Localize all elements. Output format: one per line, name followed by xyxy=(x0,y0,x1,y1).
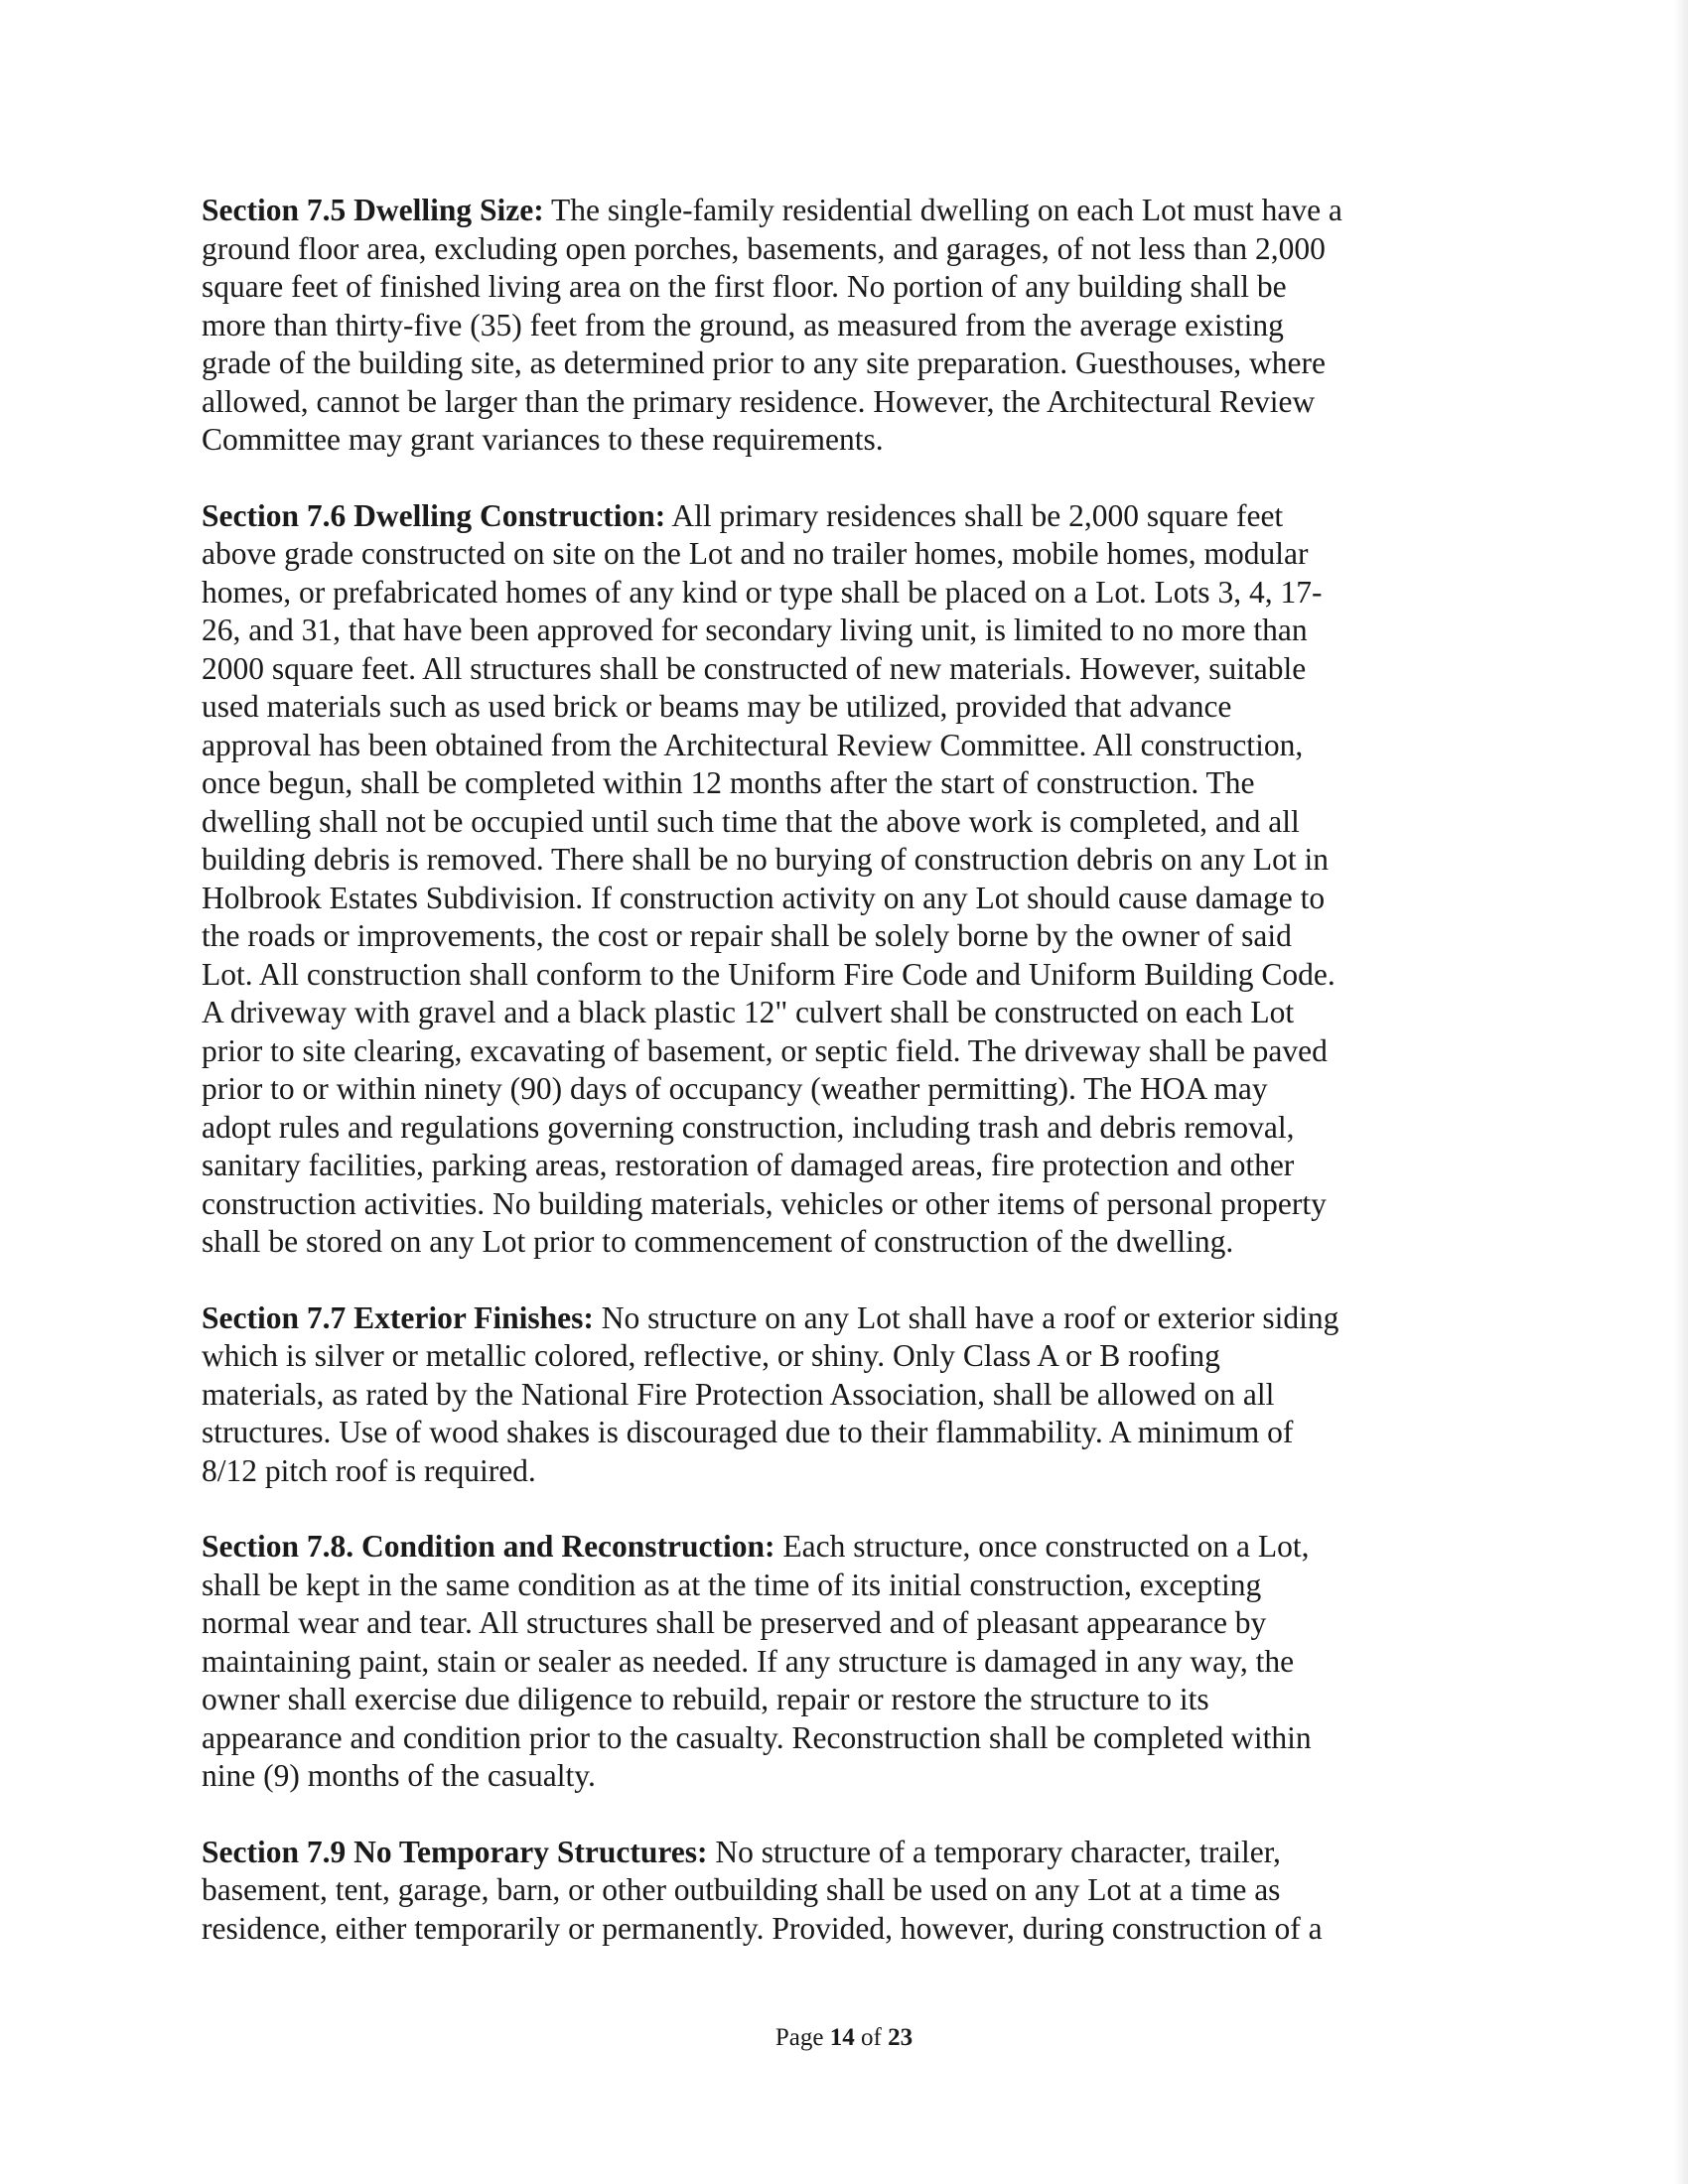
text-line: 2000 square feet. All structures shall be constructed of new materials. However, suitable xyxy=(202,650,1307,686)
text-line: basement, tent, garage, barn, or other outbuilding shall be used on any Lot at a time as xyxy=(202,1872,1281,1907)
text-line: prior to site clearing, excavating of basement, or septic field. The driveway shall be paved xyxy=(202,1032,1328,1068)
page-number: 14 xyxy=(829,2024,855,2051)
text-line: structures. Use of wood shakes is discouraged due to their flammability. A minimum of xyxy=(202,1415,1294,1449)
text-line: homes, or prefabricated homes of any kind or type shall be placed on a Lot. Lots 3, 4, 17- xyxy=(202,574,1323,610)
page-total: 23 xyxy=(888,2024,914,2051)
text-line: used materials such as used brick or beams may be utilized, provided that advance xyxy=(202,689,1232,724)
text-line: dwelling shall not be occupied until such time that the above work is completed, and all xyxy=(202,803,1300,839)
text-line: All primary residences shall be 2,000 square feet xyxy=(665,497,1284,533)
text-line: maintaining paint, stain or sealer as needed. If any structure is damaged in any way, the xyxy=(202,1643,1295,1679)
text-line: adopt rules and regulations governing construction, including trash and debris removal, xyxy=(202,1109,1295,1145)
text-line: No structure on any Lot shall have a roof or exterior siding xyxy=(593,1299,1339,1335)
text-line: owner shall exercise due diligence to rebuild, repair or restore the structure to its xyxy=(202,1682,1209,1716)
text-line: No structure of a temporary character, trailer, xyxy=(707,1834,1281,1869)
text-line: allowed, cannot be larger than the primary residence. However, the Architectural Review xyxy=(202,383,1316,419)
text-line: nine (9) months of the casualty. xyxy=(202,1758,596,1793)
section-7-5 xyxy=(202,192,1468,460)
page-label: Page xyxy=(774,2024,830,2051)
text-line: more than thirty-five (35) feet from the ground, as measured from the average existing xyxy=(202,307,1284,342)
section-heading: Section 7.8. Condition and Reconstruction: xyxy=(202,1529,775,1564)
text-line: The single-family residential dwelling on each Lot must have a xyxy=(543,193,1342,227)
text-line: appearance and condition prior to the casualty. Reconstruction shall be completed within xyxy=(202,1719,1312,1755)
page-footer xyxy=(0,2023,1688,2053)
text-line: Lot. All construction shall conform to the Uniform Fire Code and Uniform Building Code. xyxy=(202,956,1336,992)
text-line: ground floor area, excluding open porches, basements, and garages, of not less than 2,000 xyxy=(202,230,1326,266)
page-edge-shadow xyxy=(1674,0,1688,2184)
text-line: approval has been obtained from the Architectural Review Committee. All construction, xyxy=(202,727,1304,762)
text-line: grade of the building site, as determined prior to any site preparation. Guesthouses, where xyxy=(202,345,1326,380)
text-line: normal wear and tear. All structures shall be preserved and of pleasant appearance by xyxy=(202,1605,1267,1640)
text-line: 8/12 pitch roof is required. xyxy=(202,1452,536,1488)
text-line: materials, as rated by the National Fire Protection Association, shall be allowed on all xyxy=(202,1376,1275,1412)
text-line: prior to or within ninety (90) days of occupancy (weather permitting). The HOA may xyxy=(202,1071,1268,1106)
text-line: shall be stored on any Lot prior to commencement of construction of the dwelling. xyxy=(202,1224,1234,1259)
section-heading: Section 7.9 No Temporary Structures: xyxy=(202,1834,708,1869)
text-line: shall be kept in the same condition as at the time of its initial construction, excepting xyxy=(202,1567,1262,1602)
section-heading: Section 7.6 Dwelling Construction: xyxy=(202,497,666,533)
of-label: of xyxy=(854,2024,889,2051)
text-line: above grade constructed on site on the Lot and no trailer homes, mobile homes, modular xyxy=(202,536,1309,571)
section-7-7 xyxy=(202,1299,1468,1491)
text-line: once begun, shall be completed within 12 months after the start of construction. The xyxy=(202,765,1255,800)
section-heading: Section 7.5 Dwelling Size: xyxy=(202,193,544,227)
text-line: building debris is removed. There shall be no burying of construction debris on any Lot in xyxy=(202,842,1329,877)
text-line: Committee may grant variances to these requirements. xyxy=(202,422,884,457)
text-line: which is silver or metallic colored, reflective, or shiny. Only Class A or B roofing xyxy=(202,1338,1220,1373)
section-7-6 xyxy=(202,497,1468,1262)
text-line: Each structure, once constructed on a Lot, xyxy=(774,1529,1310,1564)
text-line: the roads or improvements, the cost or repair shall be solely borne by the owner of said xyxy=(202,918,1292,953)
section-7-8 xyxy=(202,1528,1468,1796)
text-line: Holbrook Estates Subdivision. If construction activity on any Lot should cause damage to xyxy=(202,880,1326,915)
text-line: A driveway with gravel and a black plastic 12" culvert shall be constructed on each Lot xyxy=(202,995,1295,1029)
text-line: construction activities. No building materials, vehicles or other items of personal property xyxy=(202,1185,1327,1221)
section-heading: Section 7.7 Exterior Finishes: xyxy=(202,1299,594,1335)
text-line: 26, and 31, that have been approved for secondary living unit, is limited to no more than xyxy=(202,613,1308,647)
text-line: residence, either temporarily or permanently. Provided, however, during construction of a xyxy=(202,1910,1323,1946)
text-line: square feet of finished living area on the first floor. No portion of any building shall be xyxy=(202,269,1287,304)
text-line: sanitary facilities, parking areas, restoration of damaged areas, fire protection and other xyxy=(202,1148,1295,1182)
section-7-9 xyxy=(202,1834,1468,1949)
document-body xyxy=(202,192,1468,1985)
